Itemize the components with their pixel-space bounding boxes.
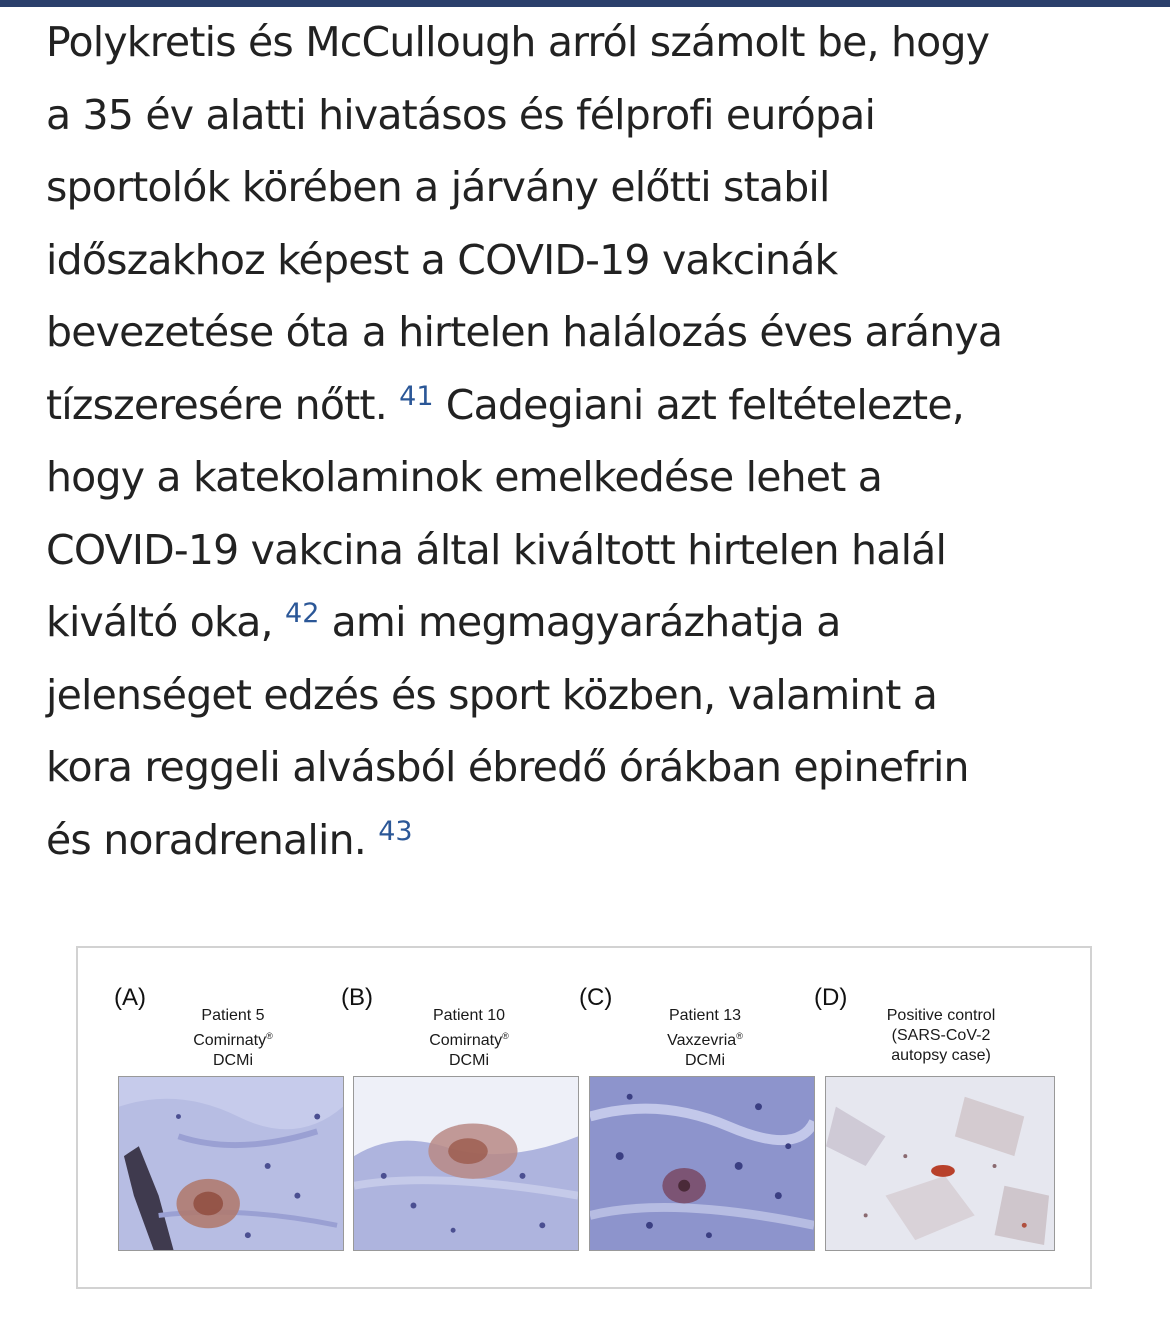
nucleus bbox=[775, 1192, 782, 1199]
panel-letter: (C) bbox=[579, 984, 613, 1011]
nucleus bbox=[451, 1228, 456, 1233]
text-line: kiváltó oka, $^{42}$ ami megmagyarázhatja a bbox=[46, 598, 841, 646]
nucleus bbox=[265, 1163, 271, 1169]
tissue-background bbox=[590, 1077, 814, 1250]
nucleus bbox=[993, 1164, 997, 1168]
nucleus bbox=[646, 1222, 653, 1229]
nucleus bbox=[294, 1193, 300, 1199]
nucleus bbox=[245, 1232, 251, 1238]
nucleus bbox=[314, 1114, 320, 1120]
text-line: a 35 év alatti hivatásos és félprofi európai bbox=[46, 90, 876, 139]
figure-panel-b bbox=[328, 948, 578, 1287]
figure-panel-d bbox=[814, 948, 1090, 1287]
text-line: időszakhoz képest a COVID-19 vakcinák bbox=[46, 235, 838, 284]
text-line: jelenséget edzés és sport közben, valamint a bbox=[46, 670, 938, 719]
nucleus bbox=[539, 1222, 545, 1228]
stain-core bbox=[678, 1180, 690, 1192]
text-line: hogy a katekolaminok emelkedése lehet a bbox=[46, 453, 883, 501]
text-line: Polykretis és McCullough arról számolt be, hogy bbox=[46, 18, 990, 66]
micrograph-c bbox=[590, 1077, 814, 1250]
panel-caption: Patient 10 Comirnaty® DCMi bbox=[429, 1007, 509, 1069]
reference-link-43[interactable]: 43 bbox=[378, 815, 413, 847]
text-line: és noradrenalin. $^{43}$ bbox=[46, 815, 413, 864]
nucleus bbox=[864, 1213, 868, 1217]
nucleus bbox=[410, 1203, 416, 1209]
stain-spot bbox=[931, 1165, 955, 1177]
tissue-fragment bbox=[995, 1186, 1050, 1245]
micrograph-image bbox=[353, 1076, 579, 1251]
panel-letter: (D) bbox=[814, 984, 848, 1011]
nucleus bbox=[520, 1173, 526, 1179]
nucleus bbox=[616, 1152, 624, 1160]
panel-letter: (A) bbox=[114, 984, 146, 1011]
text-line: COVID-19 vakcina által kiváltott hirtelen halál bbox=[46, 525, 947, 574]
micrograph-d bbox=[826, 1077, 1054, 1250]
article-paragraph bbox=[46, 6, 1146, 876]
panel-caption: Patient 5 Comirnaty® DCMi bbox=[193, 1007, 273, 1069]
histology-figure[interactable] bbox=[76, 946, 1092, 1289]
text-line: tízszeresére nőtt. $^{41}$ Cadegiani azt feltételezte, bbox=[46, 380, 964, 429]
panel-letter: (B) bbox=[341, 984, 373, 1011]
micrograph-image bbox=[825, 1076, 1055, 1251]
micrograph-b bbox=[354, 1077, 578, 1250]
stain-dot bbox=[1022, 1223, 1027, 1228]
panel-caption: Patient 13 Vaxzevria® DCMi bbox=[667, 1007, 743, 1069]
reference-link-41[interactable]: 41 bbox=[399, 380, 434, 412]
text-line: sportolók körében a járvány előtti stabil bbox=[46, 163, 830, 211]
nucleus bbox=[755, 1103, 762, 1110]
micrograph-a bbox=[119, 1077, 343, 1250]
micrograph-image bbox=[589, 1076, 815, 1251]
text-line: bevezetése óta a hirtelen halálozás éves aránya bbox=[46, 308, 1003, 356]
nucleus bbox=[735, 1162, 743, 1170]
reference-link-42[interactable]: 42 bbox=[285, 598, 320, 629]
nucleus bbox=[381, 1173, 387, 1179]
nucleus bbox=[785, 1143, 791, 1149]
micrograph-image bbox=[118, 1076, 344, 1251]
stain-core bbox=[448, 1138, 488, 1164]
stain-core bbox=[193, 1192, 223, 1216]
figure-panel-a bbox=[78, 948, 328, 1287]
nucleus bbox=[903, 1154, 907, 1158]
text-line: kora reggeli alvásból ébredő órákban epinefrin bbox=[46, 743, 969, 791]
nucleus bbox=[176, 1114, 181, 1119]
nucleus bbox=[627, 1094, 633, 1100]
figure-panel-c bbox=[578, 948, 828, 1287]
nucleus bbox=[706, 1232, 712, 1238]
panel-caption: Positive control (SARS-CoV-2 autopsy case) bbox=[886, 1007, 996, 1064]
